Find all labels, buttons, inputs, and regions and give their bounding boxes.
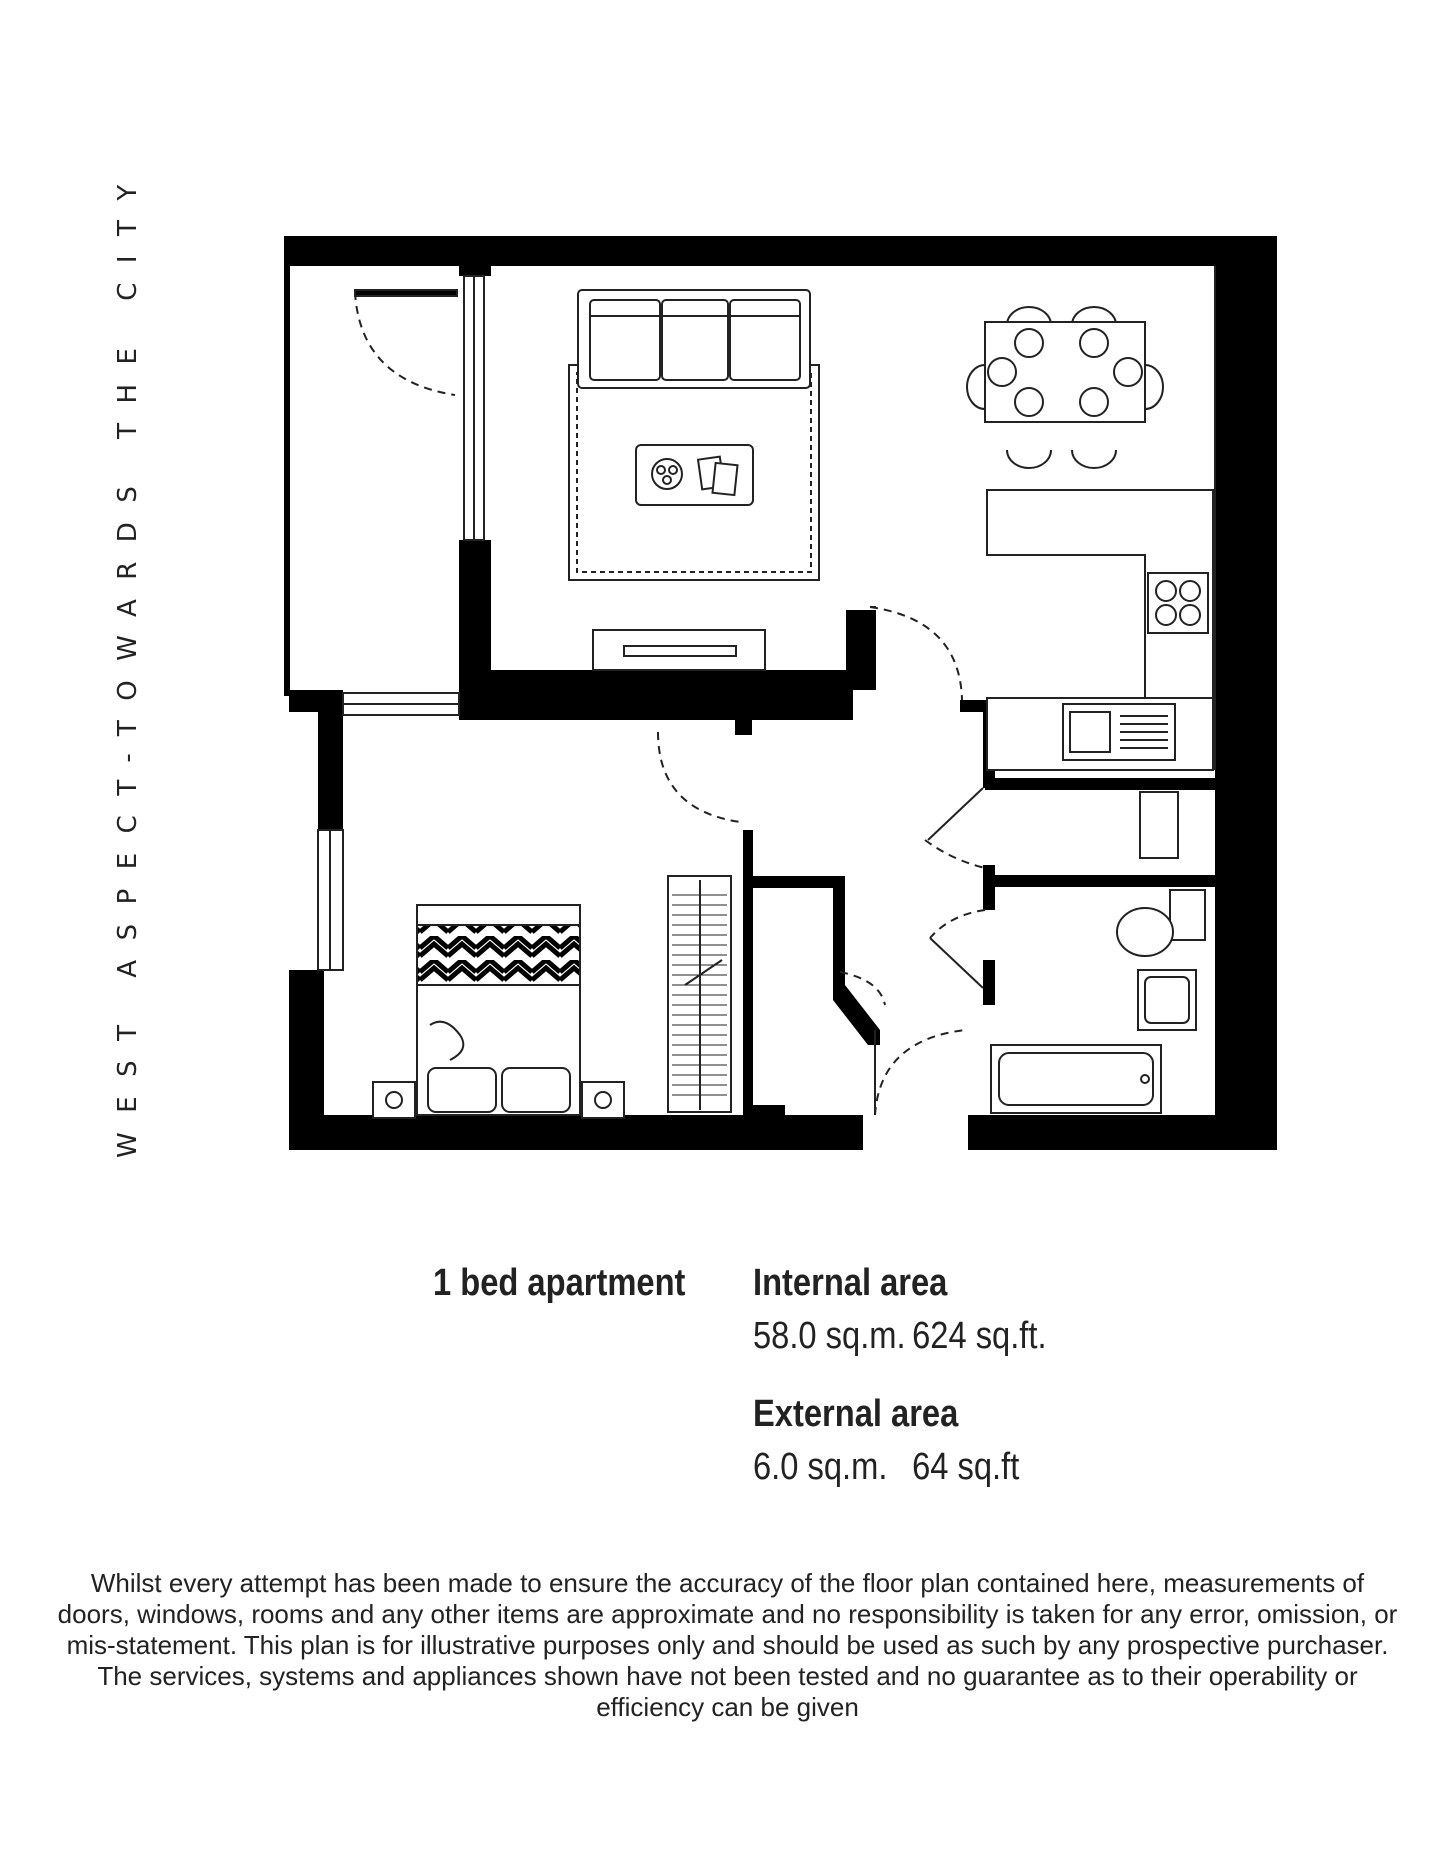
tv-unit-icon: [593, 630, 765, 670]
toilet-icon: [1117, 890, 1205, 956]
external-sqm: 6.0 sq.m.: [753, 1446, 888, 1488]
basin-icon: [1138, 970, 1196, 1030]
utility-unit: [1140, 792, 1178, 858]
internal-sqm: 58.0 sq.m.: [753, 1315, 906, 1357]
apartment-type: 1 bed apartment: [433, 1262, 686, 1304]
external-area: [753, 1393, 1063, 1489]
bathtub-icon: [991, 1045, 1161, 1113]
internal-area-values: [753, 1315, 1047, 1358]
coffee-table-icon: [636, 445, 753, 505]
external-area-values: [753, 1446, 1019, 1489]
sink-icon: [1063, 704, 1175, 760]
double-bed-icon: [373, 905, 624, 1118]
dining-table-icon: [967, 307, 1163, 468]
internal-sqft: 624 sq.ft.: [912, 1315, 1047, 1357]
hob-icon: [1148, 573, 1208, 633]
internal-area: [753, 1262, 1094, 1358]
external-sqft: 64 sq.ft: [912, 1446, 1020, 1488]
sofa-icon: [578, 290, 810, 388]
wardrobe-icon: [668, 876, 731, 1112]
external-area-title: External area: [753, 1393, 959, 1435]
aspect-label: WEST ASPECT-TOWARDS THE CITY: [113, 165, 143, 1158]
disclaimer: Whilst every attempt has been made to ensure the accuracy of the floor plan contained here, measurements of doors, windows, rooms and any other items are approximate and no responsibility is taken for any error, omission, or mis-statement. This plan is for illustrative purposes only and should be used as such by any prospective purchaser. The services, systems and appliances shown have not been tested and no guarantee as to their operability or efficiency can be given: [57, 1568, 1398, 1722]
internal-area-title: Internal area: [753, 1262, 948, 1304]
